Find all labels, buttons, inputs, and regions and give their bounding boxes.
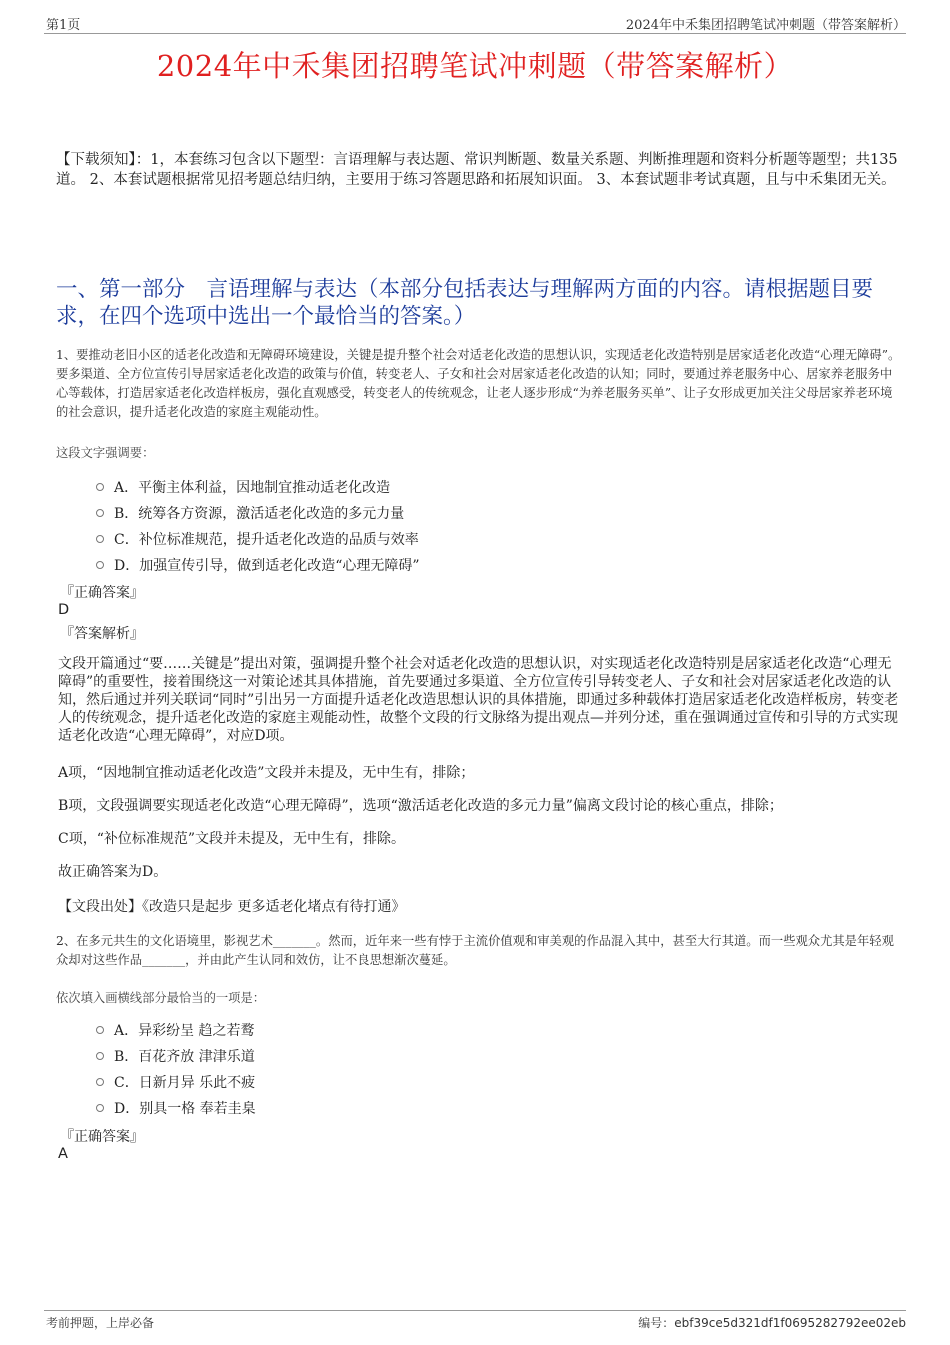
section-heading: 一、第一部分 言语理解与表达（本部分包括表达与理解两方面的内容。请根据题目要求，在四个选项中选出一个最恰当的答案。） <box>56 277 874 329</box>
page-title: 2024年中禾集团招聘笔试冲刺题（带答案解析） <box>156 49 794 83</box>
radio-icon[interactable] <box>96 1026 104 1034</box>
page-number: 第1页 <box>46 18 81 33</box>
option-label: C．补位标准规范，提升适老化改造的品质与效率 <box>114 532 419 548</box>
question-2-text: 2、在多元共生的文化语境里，影视艺术_______。然而，近年来一些有悖于主流价值观和审美观的作品混入其中，甚至大行其道。而一些观众尤其是年轻观众却对这些作品_______，并由此产生认同和效仿，让不良思想渐次蔓延。 <box>56 934 894 967</box>
analysis-label: 『答案解析』 <box>60 626 144 642</box>
download-notice: 【下载须知】：1，本套练习包含以下题型：言语理解与表达题、常识判断题、数量关系题、判断推理题和资料分析题等题型；共135道。 2、本套试题根据常见招考题总结归纳，主要用于练习答题思路和拓展知识面。 3、本套试题非考试真题，且与中禾集团无关。 <box>56 152 898 188</box>
radio-icon[interactable] <box>96 535 104 543</box>
option-c-note: C项，“补位标准规范”文段并未提及，无中生有，排除。 <box>58 831 406 847</box>
radio-icon[interactable] <box>96 1078 104 1086</box>
footer-divider <box>44 1310 906 1311</box>
option-label: A．异彩纷呈 趋之若鹜 <box>114 1023 255 1039</box>
header-divider <box>44 33 906 34</box>
answer-label: 『正确答案』 <box>60 1129 144 1145</box>
document-id: 编号：ebf39ce5d321df1f0695282792ee02eb <box>638 1316 906 1330</box>
radio-icon[interactable] <box>96 509 104 517</box>
radio-icon[interactable] <box>96 561 104 569</box>
question-1-prompt: 这段文字强调要： <box>56 446 155 460</box>
answer-value: A <box>58 1146 68 1162</box>
question-1-option-d[interactable] <box>96 555 420 575</box>
question-1-option-a[interactable] <box>96 477 390 497</box>
option-label: B．百花齐放 津津乐道 <box>114 1049 255 1065</box>
footer-slogan: 考前押题，上岸必备 <box>46 1316 155 1330</box>
question-2-prompt: 依次填入画横线部分最恰当的一项是： <box>56 991 266 1005</box>
answer-label: 『正确答案』 <box>60 585 144 601</box>
question-2-option-c[interactable] <box>96 1072 255 1092</box>
question-1-text: 1、要推动老旧小区的适老化改造和无障碍环境建设，关键是提升整个社会对适老化改造的思想认识，实现适老化改造特别是居家适老化改造“心理无障碍”。要多渠道、全方位宣传引导居家适老化改造的政策与价值，转变老人、子女和社会对居家适老化改造的认知；同时，要通过养老服务中心、居家养老服务中心等载体，打造居家适老化改造样板房，强化直观感受，转变老人的传统观念，让老人逐步形成“为养老服务买单”、让子女形成更加关注父母居家养老环境的社会意识，提升适老化改造的家庭主观能动性。 <box>56 348 901 419</box>
source-citation: 【文段出处】《改造只是起步 更多适老化堵点有待打通》 <box>58 899 406 915</box>
conclusion: 故正确答案为D。 <box>58 864 168 880</box>
question-1-option-b[interactable] <box>96 503 404 523</box>
question-2-option-a[interactable] <box>96 1020 255 1040</box>
radio-icon[interactable] <box>96 483 104 491</box>
radio-icon[interactable] <box>96 1104 104 1112</box>
question-2-option-d[interactable] <box>96 1098 256 1118</box>
header-doc-title: 2024年中禾集团招聘笔试冲刺题（带答案解析） <box>625 18 906 33</box>
question-2-option-b[interactable] <box>96 1046 255 1066</box>
option-a-note: A项，“因地制宜推动适老化改造”文段并未提及，无中生有，排除； <box>58 765 475 781</box>
answer-value: D <box>58 602 70 618</box>
radio-icon[interactable] <box>96 1052 104 1060</box>
option-label: C．日新月异 乐此不疲 <box>114 1075 256 1091</box>
option-label: D．别具一格 奉若圭臬 <box>114 1101 256 1117</box>
option-label: D．加强宣传引导，做到适老化改造“心理无障碍” <box>114 558 420 574</box>
option-label: A．平衡主体利益，因地制宜推动适老化改造 <box>114 480 391 496</box>
option-b-note: B项，文段强调要实现适老化改造“心理无障碍”，选项“激活适老化改造的多元力量”偏离文段讨论的核心重点，排除； <box>58 798 783 814</box>
question-1-option-c[interactable] <box>96 529 419 549</box>
analysis-text: 文段开篇通过“要……关键是”提出对策，强调提升整个社会对适老化改造的思想认识，对实现适老化改造特别是居家适老化改造“心理无障碍”的重要性，接着围绕这一对策论述其具体措施，首先要通过多渠道、全方位宣传引导转变老人、子女和社会对居家适老化改造的认知，然后通过并列关联词“同时”引出另一方面提升适老化改造思想认识的具体措施，即通过多种载体打造居家适老化改造样板房，转变老人的传统观念，提升适老化改造的家庭主观能动性，故整个文段的行文脉络为提出观点—并列分述，重在强调通过宣传和引导的方式实现适老化改造“心理无障碍”，对应D项。 <box>58 656 899 744</box>
option-label: B．统筹各方资源，激活适老化改造的多元力量 <box>114 506 405 522</box>
